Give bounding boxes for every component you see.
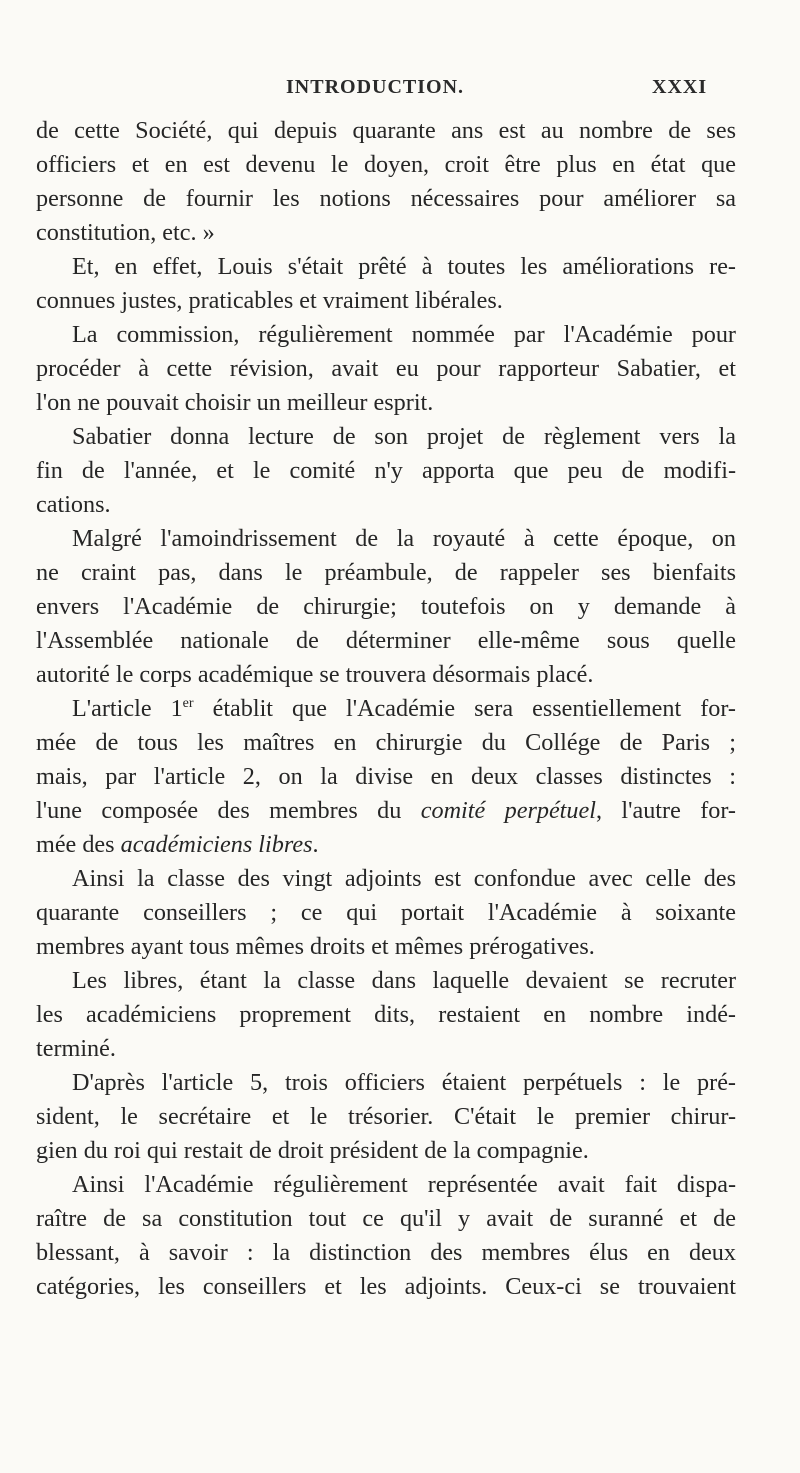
academiciens-text-after: .: [312, 831, 319, 858]
text-block-2: [36, 726, 736, 794]
comite-text-before: l'une composée des membres du: [36, 797, 421, 824]
text-line: Les libres, étant la classe dans laquelle devaient se recruter: [72, 967, 736, 994]
text-line: Sabatier donna lecture de son projet de règlement vers la: [72, 423, 736, 450]
article-1-superscript: er: [182, 695, 194, 711]
text-line: officiers et en est devenu le doyen, croit être plus en état que: [36, 151, 736, 178]
text-line: mée de tous les maîtres en chirurgie du Collége de Paris ;: [36, 729, 736, 756]
text-line: terminé.: [36, 1035, 116, 1062]
text-line: Malgré l'amoindrissement de la royauté à cette époque, on: [72, 525, 736, 552]
header-title: INTRODUCTION.: [286, 76, 465, 98]
text-line: ne craint pas, dans le préambule, de rappeler ses bienfaits: [36, 559, 736, 586]
text-line: autorité le corps académique se trouvera désormais placé.: [36, 661, 594, 688]
text-line: connues justes, praticables et vraiment libérales.: [36, 287, 503, 314]
text-line: constitution, etc. »: [36, 219, 215, 246]
text-line: personne de fournir les notions nécessaires pour améliorer sa: [36, 185, 736, 212]
text-line: mais, par l'article 2, on la divise en deux classes distinctes :: [36, 763, 736, 790]
text-line: cations.: [36, 491, 111, 518]
text-line: quarante conseillers ; ce qui portait l'Académie à soixante: [36, 899, 736, 926]
article-1-text: L'article 1: [72, 695, 183, 722]
text-line: Ainsi l'Académie régulièrement représentée avait fait dispa-: [72, 1171, 736, 1198]
text-line-comite: [36, 794, 736, 828]
text-line: membres ayant tous mêmes droits et mêmes prérogatives.: [36, 933, 595, 960]
text-line: raître de sa constitution tout ce qu'il y avait de suranné et de: [36, 1205, 736, 1232]
comite-text-after: , l'autre for-: [595, 797, 736, 824]
text-block-1: [36, 114, 736, 692]
article-1-continuation: établit que l'Académie sera essentiellement for-: [193, 695, 736, 722]
page-number: XXXI: [652, 76, 708, 98]
text-line: l'on ne pouvait choisir un meilleur esprit.: [36, 389, 434, 416]
text-line: Et, en effet, Louis s'était prêté à toutes les améliorations re-: [72, 253, 736, 280]
text-line: procéder à cette révision, avait eu pour rapporteur Sabatier, et: [36, 355, 736, 382]
academiciens-text-before: mée des: [36, 831, 121, 858]
text-line: La commission, régulièrement nommée par l'Académie pour: [72, 321, 736, 348]
text-line: sident, le secrétaire et le trésorier. C'était le premier chirur-: [36, 1103, 736, 1130]
text-line: catégories, les conseillers et les adjoints. Ceux-ci se trouvaient: [36, 1273, 736, 1300]
text-line-academiciens: [36, 828, 736, 862]
running-header: [0, 76, 800, 106]
text-line: gien du roi qui restait de droit président de la compagnie.: [36, 1137, 589, 1164]
text-line: envers l'Académie de chirurgie; toutefois on y demande à: [36, 593, 736, 620]
text-line-article-1: [36, 692, 736, 726]
text-line: Ainsi la classe des vingt adjoints est confondue avec celle des: [72, 865, 736, 892]
text-line: de cette Société, qui depuis quarante ans est au nombre de ses: [36, 117, 736, 144]
text-line: fin de l'année, et le comité n'y apporta que peu de modifi-: [36, 457, 736, 484]
text-line: blessant, à savoir : la distinction des membres élus en deux: [36, 1239, 736, 1266]
text-line: les académiciens proprement dits, restaient en nombre indé-: [36, 1001, 736, 1028]
text-block-3: [36, 862, 736, 1304]
text-line: l'Assemblée nationale de déterminer elle-même sous quelle: [36, 627, 736, 654]
academiciens-libres-italic: académiciens libres: [120, 831, 313, 858]
comite-perpetuel-italic: comité perpétuel: [420, 797, 596, 824]
body-text: [36, 114, 736, 1304]
text-line: D'après l'article 5, trois officiers étaient perpétuels : le pré-: [72, 1069, 736, 1096]
